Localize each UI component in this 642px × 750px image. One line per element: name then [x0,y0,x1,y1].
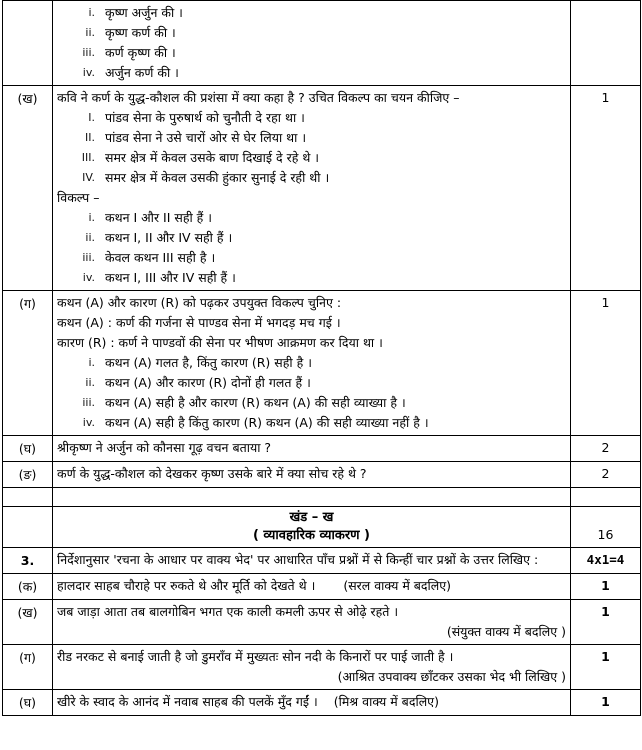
section-title: खंड – ख [289,510,334,525]
list-item: ii. कथन I, II और IV सही हैं । [85,230,233,245]
table-row [3,488,641,507]
marks: 1 [571,600,641,645]
sentence-text: हालदार साहब चौराहे पर रुकते थे और मूर्ति को देखते थे । [57,578,316,593]
marks: 1 [571,574,641,600]
list-item: iii. कथन (A) सही है और कारण (R) कथन (A) की सही व्याख्या है । [82,395,406,410]
table-row [3,1,641,86]
list-item: i. कृष्ण अर्जुन की । [88,5,183,20]
list-item: i. कथन I और II सही हैं । [88,210,213,225]
marks: 1 [571,690,641,716]
option-list [57,208,566,288]
question-text: श्रीकृष्ण ने अर्जुन को कौनसा गूढ़ वचन बताया ? [53,436,571,462]
section-marks: 16 [571,507,641,548]
question-label: (ख) [3,86,53,291]
instruction-text: (आश्रित उपवाक्य छाँटकर उसका भेद भी लिखिए ) [337,669,566,684]
sentence-text: जब जाड़ा आता तब बालगोबिन भगत एक काली कमली ऊपर से ओढ़े रहते । [57,604,399,619]
marks: 4x1=4 [571,548,641,574]
list-item: IV. समर क्षेत्र में केवल उसकी हुंकार सुनाई दे रही थी । [82,170,330,185]
sentence-text: खीरे के स्वाद के आनंद में नवाब साहब की पलकें मुँद गईं । [57,694,318,709]
list-item: iv. कथन I, III और IV सही हैं । [82,270,236,285]
assertion-text: कथन (A) : कर्ण की गर्जना से पाण्डव सेना में भगदड़ मच गई । [57,315,341,330]
table-row [3,291,641,436]
list-item: iv. कथन (A) सही है किंतु कारण (R) कथन (A) की सही व्याख्या नहीं है । [82,415,429,430]
table-row [3,574,641,600]
table-row [3,507,641,548]
section-subtitle: ( व्यावहारिक व्याकरण ) [252,528,371,543]
table-row [3,600,641,645]
question-label: (ग) [3,645,53,690]
option-list [57,353,566,433]
question-number: 3. [3,548,53,574]
instruction-text: (संयुक्त वाक्य में बदलिए ) [446,624,566,639]
instruction-text: (सरल वाक्य में बदलिए) [343,578,452,593]
list-item: III. समर क्षेत्र में केवल उसके बाण दिखाई दे रहे थे । [81,150,320,165]
marks: 1 [571,291,641,436]
list-item: i. कथन (A) गलत है, किंतु कारण (R) सही है । [88,355,312,370]
table-row [3,645,641,690]
question-label: (ग) [3,291,53,436]
question-label: (घ) [3,690,53,716]
question-label: (ख) [3,600,53,645]
table-row [3,86,641,291]
options-heading: विकल्प – [57,190,100,205]
marks: 2 [571,462,641,488]
list-item: ii. कृष्ण कर्ण की । [85,25,176,40]
question-label: (घ) [3,436,53,462]
prev-question-options [57,3,566,83]
question-label: (ङ) [3,462,53,488]
question-text: कथन (A) और कारण (R) को पढ़कर उपयुक्त विकल्प चुनिए : [57,295,342,310]
list-item: iii. केवल कथन III सही है । [82,250,216,265]
list-item: I. पांडव सेना के पुरुषार्थ को चुनौती दे रहा था । [88,110,305,125]
question-text: कवि ने कर्ण के युद्ध-कौशल की प्रशंसा में क्या कहा है ? उचित विकल्प का चयन कीजिए – [57,90,460,105]
list-item: II. पांडव सेना ने उसे चारों ओर से घेर लिया था । [85,130,307,145]
sentence-text: रीड नरकट से बनाई जाती है जो डुमराँव में मुख्यतः सोन नदी के किनारों पर पाई जाती है । [57,649,454,664]
table-row [3,548,641,574]
question-table [2,0,641,716]
question-text: कर्ण के युद्ध-कौशल को देखकर कृष्ण उसके बारे में क्या सोच रहे थे ? [53,462,571,488]
marks: 1 [571,645,641,690]
instruction-text: (मिश्र वाक्य में बदलिए) [333,694,439,709]
marks: 2 [571,436,641,462]
table-row [3,690,641,716]
list-item: ii. कथन (A) और कारण (R) दोनों ही गलत हैं । [85,375,311,390]
statement-list [57,108,566,188]
marks: 1 [571,86,641,291]
list-item: iv. अर्जुन कर्ण की । [82,65,179,80]
table-row [3,462,641,488]
question-text: निर्देशानुसार 'रचना के आधार पर वाक्य भेद' पर आधारित पाँच प्रश्नों में से किन्हीं चार प्रश्नों के उत्तर लिखिए : [53,548,571,574]
question-label: (क) [3,574,53,600]
reason-text: कारण (R) : कर्ण ने पाण्डवों की सेना पर भीषण आक्रमण कर दिया था । [57,335,383,350]
list-item: iii. कर्ण कृष्ण की । [82,45,176,60]
table-row [3,436,641,462]
